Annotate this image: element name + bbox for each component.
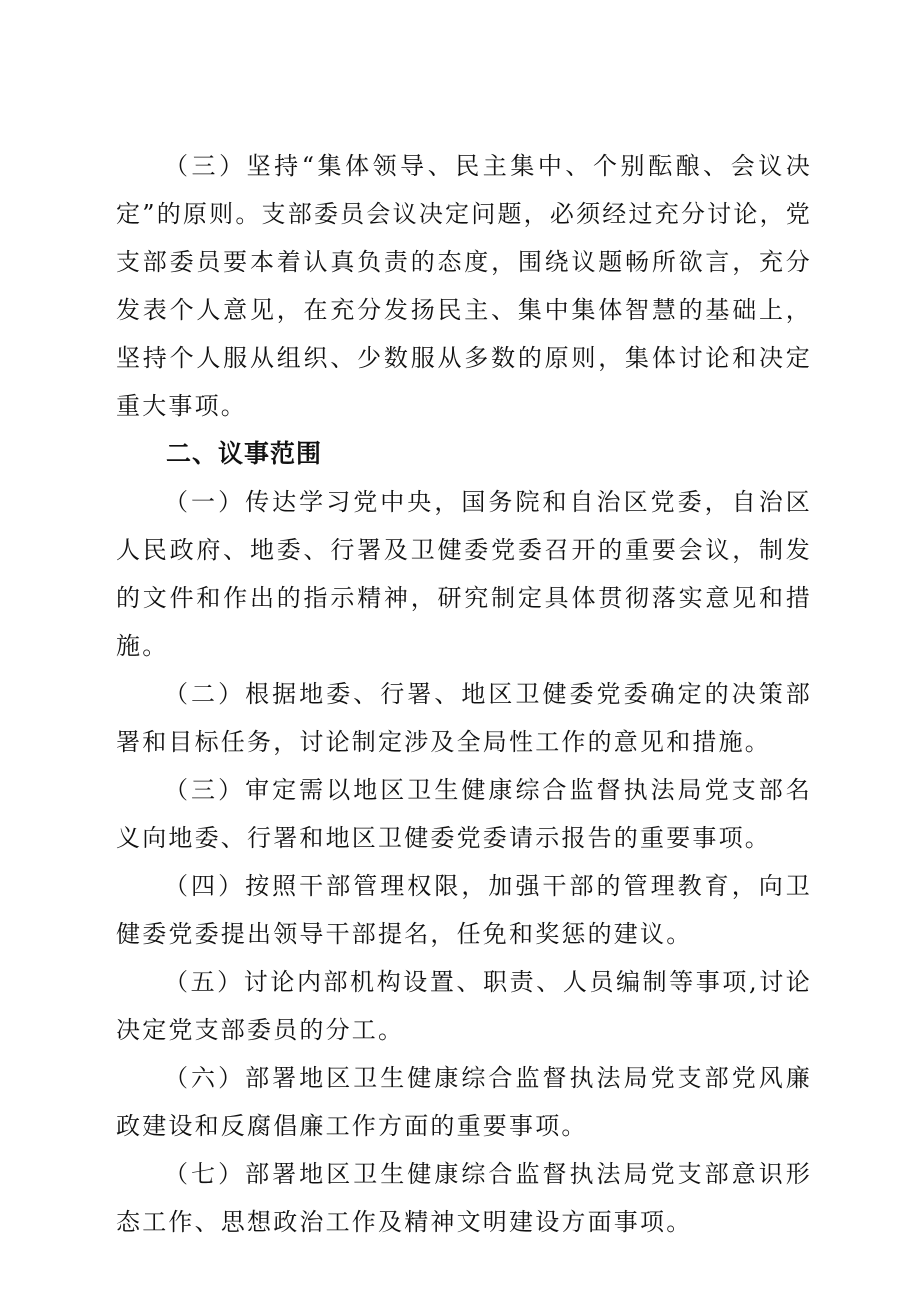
section-heading-scope: 二、议事范围 — [166, 439, 323, 468]
paragraph-scope-7: （七）部署地区卫生健康综合监督执法局党支部意识形态工作、思想政治工作及精神文明建设方面事项。 — [116, 1160, 812, 1236]
paragraph-principle-3: （三）坚持“集体领导、民主集中、个别酝酿、会议决定”的原则。支部委员会议决定问题，必须经过充分讨论，党支部委员要本着认真负责的态度，围绕议题畅所欲言，充分发表个人意见，在充分发扬民主、集中集体智慧的基础上，坚持个人服从组织、少数服从多数的原则，集体讨论和决定重大事项。 — [116, 152, 812, 420]
paragraph-scope-1: （一）传达学习党中央，国务院和自治区党委，自治区人民政府、地委、行署及卫健委党委召开的重要会议，制发的文件和作出的指示精神，研究制定具体贯彻落实意见和措施。 — [116, 488, 812, 660]
paragraph-scope-4: （四）按照干部管理权限，加强干部的管理教育，向卫健委党委提出领导干部提名，任免和奖惩的建议。 — [116, 872, 812, 948]
paragraph-scope-3: （三）审定需以地区卫生健康综合监督执法局党支部名义向地委、行署和地区卫健委党委请示报告的重要事项。 — [116, 776, 812, 852]
paragraph-scope-6: （六）部署地区卫生健康综合监督执法局党支部党风廉政建设和反腐倡廉工作方面的重要事项。 — [116, 1064, 812, 1140]
paragraph-scope-5: （五）讨论内部机构设置、职责、人员编制等事项,讨论决定党支部委员的分工。 — [116, 968, 812, 1044]
document-body — [116, 142, 812, 1246]
paragraph-scope-2: （二）根据地委、行署、地区卫健委党委确定的决策部署和目标任务，讨论制定涉及全局性工作的意见和措施。 — [116, 680, 812, 756]
